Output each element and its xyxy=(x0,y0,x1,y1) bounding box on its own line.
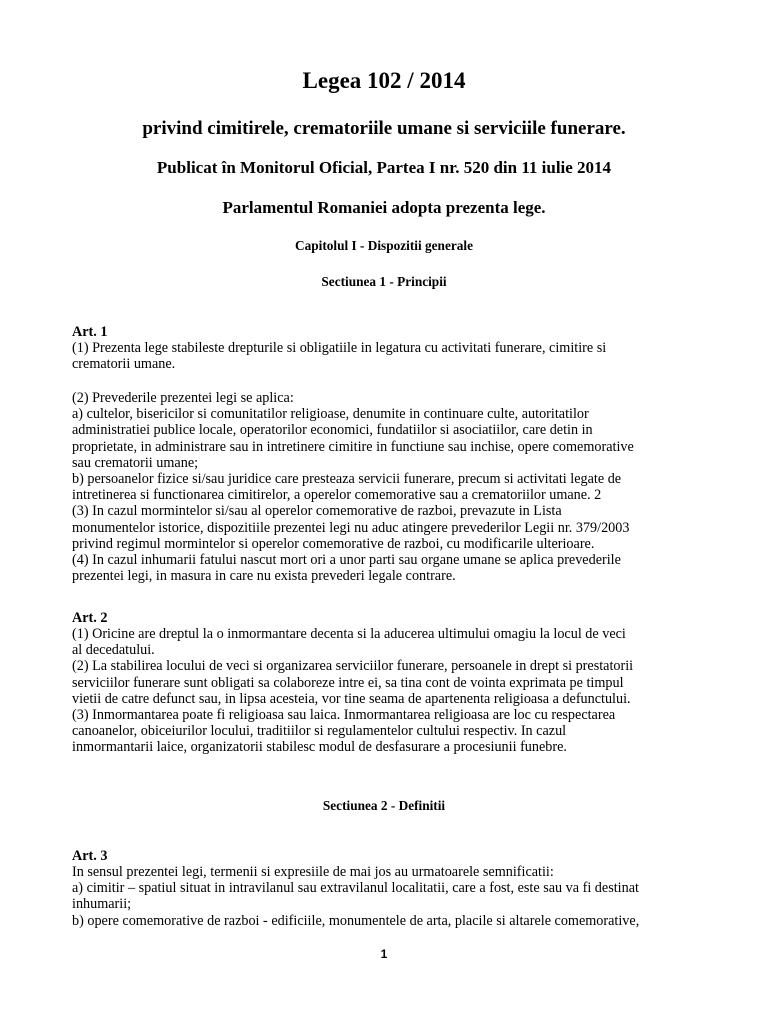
text-line: In sensul prezentei legi, termenii si expresiile de mai jos au urmatoarele semnificatii: xyxy=(72,864,554,880)
chapter-heading: Capitolul I - Dispozitii generale xyxy=(294,238,474,253)
text-line: monumentelor istorice, dispozitiile prezentei legi nu aduc atingere prevederilor Legii nr. 379/2003 xyxy=(72,519,630,536)
text-line: (1) Oricine are dreptul la o inmormantare decenta si la aducerea ultimului omagiu la locul de veci xyxy=(72,626,626,642)
text-line: al decedatului. xyxy=(72,642,155,659)
text-line: sau crematorii umane; xyxy=(72,454,199,471)
adoption-statement: Parlamentul Romaniei adopta prezenta lege. xyxy=(222,198,546,217)
text-line: (3) In cazul mormintelor si/sau al operelor comemorative de razboi, prevazute in Lista xyxy=(72,503,562,520)
text-line: serviciilor funerare sunt obligati sa colaboreze intre ei, sa tina cont de vointa exprimata pe timpul xyxy=(72,674,624,691)
text-line: (1) Prezenta lege stabileste drepturile si obligatiile in legatura cu activitati funerare, cimitire si xyxy=(72,340,607,356)
text-line: canoanelor, obiceiurilor locului, traditiilor si regulamentelor cultului respectiv. In cazul xyxy=(72,723,567,740)
section-heading-2: Sectiunea 2 - Definitii xyxy=(322,798,446,813)
article-1-paragraph-1 xyxy=(72,340,712,372)
article-3-body xyxy=(72,864,712,929)
text-line: prezentei legi, in masura in care nu exista prevederi legale contrare. xyxy=(72,568,456,585)
page-number: 1 xyxy=(380,947,388,961)
article-1-heading: Art. 1 xyxy=(72,324,108,340)
text-line: administratiei publice locale, operatorilor economici, fundatiilor si asociatiilor, care detin in xyxy=(72,422,593,439)
publication-note: Publicat în Monitorul Oficial, Partea I nr. 520 din 11 iulie 2014 xyxy=(156,158,612,177)
text-line: inmormantarii laice, organizatorii stabilesc modul de desfasurare a procesiunii funebre. xyxy=(72,739,567,756)
text-line: vietii de catre defunct sau, in lipsa acesteia, vor tine seama de apartenenta religioasa a defunctului. xyxy=(72,690,631,707)
text-line: inhumarii; xyxy=(72,896,132,913)
section-heading-1: Sectiunea 1 - Principii xyxy=(321,274,447,289)
article-2-heading: Art. 2 xyxy=(72,610,108,626)
document-title: Legea 102 / 2014 xyxy=(302,68,466,93)
text-line: b) persoanelor fizice si/sau juridice care presteaza servicii funerare, precum si activitati legate de xyxy=(72,471,622,488)
text-line: a) cimitir – spatiul situat in intravilanul sau extravilanul localitatii, care a fost, este sau va fi destinat xyxy=(72,880,639,897)
article-3-heading: Art. 3 xyxy=(72,848,108,864)
text-line: (3) Inmormantarea poate fi religioasa sau laica. Inmormantarea religioasa are loc cu respectarea xyxy=(72,707,616,724)
article-1-paragraph-2 xyxy=(72,390,712,584)
text-line: (2) La stabilirea locului de veci si organizarea serviciilor funerare, persoanele in drept si prestatorii xyxy=(72,658,634,675)
text-line: (2) Prevederile prezentei legi se aplica: xyxy=(72,390,294,406)
text-line: crematorii umane. xyxy=(72,356,176,373)
text-line: privind regimul mormintelor si operelor comemorative de razboi, cu modificarile ulterioare. xyxy=(72,535,595,552)
text-line: b) opere comemorative de razboi - edificiile, monumentele de arta, placile si altarele comemorative, xyxy=(72,912,640,929)
document-subtitle: privind cimitirele, crematoriile umane si serviciile funerare. xyxy=(142,118,626,139)
text-line: (4) In cazul inhumarii fatului nascut mort ori a unor parti sau organe umane se aplica prevederile xyxy=(72,552,621,569)
article-2-body xyxy=(72,626,712,756)
text-line: intretinerea si functionarea cimitirelor, a operelor comemorative sau a crematoriilor umane. 2 xyxy=(72,487,602,504)
text-line: a) cultelor, bisericilor si comunitatilor religioase, denumite in continuare culte, autoritatilor xyxy=(72,406,589,423)
text-line: proprietate, in administrare sau in intretinere cimitire in functiune sau inchise, opere comemorative xyxy=(72,438,634,455)
